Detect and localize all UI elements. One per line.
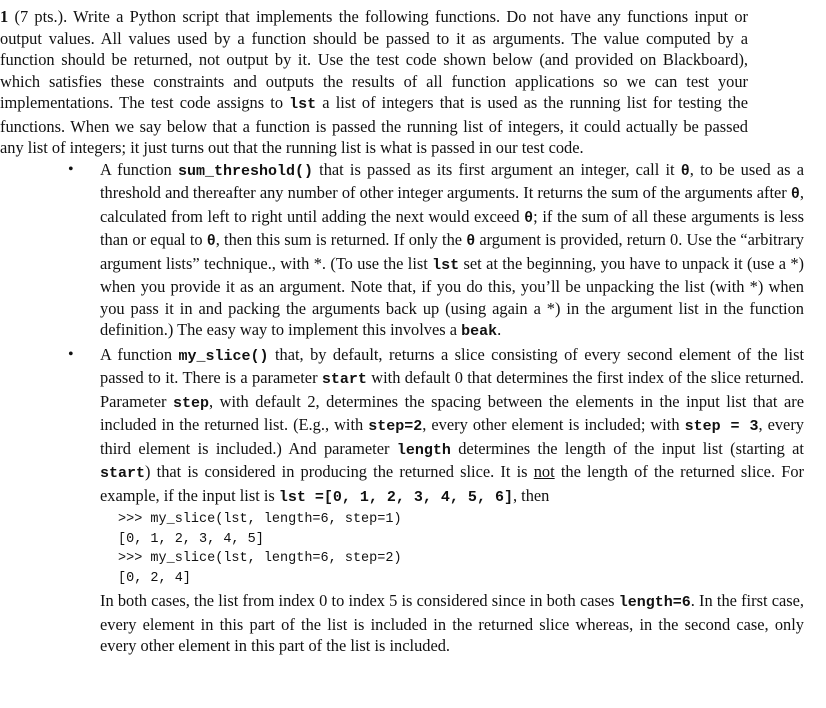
code-line: [0, 2, 4]	[118, 570, 191, 586]
b2-code-lst-def: lst =[0, 1, 2, 3, 4, 5, 6]	[278, 488, 513, 506]
b1-code-theta: θ	[466, 233, 476, 250]
b2-code-step3: step = 3	[684, 418, 759, 435]
b1-code-beak: beak	[461, 323, 498, 340]
b1-text: argument is provided, return 0. Use the “arbitrary argument lists” technique., with *. (To use the list	[100, 230, 804, 273]
b1-text: , to be used as a threshold and thereafter any number of other integer arguments. It returns the sum of the arguments after	[100, 159, 805, 202]
b2-text: , then	[512, 485, 550, 505]
bullet-icon: •	[68, 160, 74, 178]
list-item-my-slice	[62, 344, 804, 657]
b2-text: In both cases, the list from index 0 to index 5 is considered since in both cases	[100, 591, 619, 610]
b2-text: determines the length of the input list (starting at	[450, 438, 804, 458]
bullet-icon: •	[68, 345, 74, 363]
b2-text: with default 0 that determines the first index of the slice returned. Parameter	[100, 368, 804, 411]
b2-code-step2: step=2	[368, 418, 423, 435]
b1-code-lst: lst	[432, 256, 460, 274]
code-line: >>> my_slice(lst, length=6, step=1)	[118, 512, 402, 527]
b1-text: set at the beginning, you have to unpack it (use a *) when you provide it as an argument. Note that, if you do this, you’ll be unpacking the list (with *) when you pass it in and packing the arguments back up (using again a *) in the argument list in the function definition.) The easy way to implement this involves a	[100, 253, 804, 339]
b2-code-func: my_slice()	[178, 347, 269, 365]
b2-code-start: start	[100, 465, 146, 482]
function-list	[62, 159, 804, 657]
b2-text: that, by default, returns a slice consisting of every second element of the list passed to it. There is a parameter	[100, 344, 805, 387]
b1-code-theta: θ	[680, 162, 690, 180]
b1-text: , then this sum is returned. If only the	[215, 230, 467, 249]
b1-text: that is passed as its first argument an integer, call it	[312, 159, 681, 179]
code-line: >>> my_slice(lst, length=6, step=2)	[118, 551, 402, 566]
b2-code-start: start	[321, 371, 367, 388]
b1-text: A function	[100, 159, 178, 179]
b2-text: ) that is considered in producing the returned slice. It is	[145, 462, 534, 481]
b1-code-theta: θ	[206, 233, 216, 250]
b1-code-theta: θ	[524, 209, 534, 227]
intro-code-lst: lst	[289, 96, 317, 113]
question-points: (7 pts.).	[14, 7, 68, 26]
b2-conclusion	[100, 590, 804, 657]
b2-underlined-not: not	[533, 462, 555, 481]
b1-text: .	[497, 320, 502, 339]
b1-text: ; if the sum of all these arguments is less than or equal to	[100, 206, 804, 249]
b2-text: , every third element is included.) And parameter	[100, 415, 804, 458]
intro-text-a: Write a Python script that implements the following functions. Do not have any functions input or output values. All values used by a function should be passed to it as arguments. The value computed by a function should be returned, not output by it. Use the test code shown below (and provided on Blackboard), which satisfies these constraints and outputs the results of all function applications so we can test your implementations. The test code assigns to	[0, 7, 748, 112]
b2-code-step: step	[172, 394, 209, 412]
b1-text: , calculated from left to right until adding the next would exceed	[100, 183, 804, 226]
question-number: 1	[0, 7, 9, 26]
b1-code-func: sum_threshold()	[177, 162, 313, 180]
question-intro	[0, 6, 748, 159]
b2-code-length: length	[396, 441, 451, 459]
b2-text: A function	[100, 344, 179, 364]
code-line: [0, 1, 2, 3, 4, 5]	[118, 531, 264, 547]
b2-code-length6: length=6	[618, 594, 691, 611]
b2-text: . In the first case, every element in this part of the list is included in the returned slice whereas, in the second case, only every other element in this part of the list is included.	[100, 591, 805, 655]
b1-code-theta: θ	[790, 186, 800, 203]
intro-text-b: a list of integers that is used as the running list for testing the functions. When we say below that a function is passed the running list of integers, it could actually be passed any list of integers; it just turns out that the running list is what is passed in our test code.	[0, 93, 748, 157]
b2-text: , every other element is included; with	[422, 415, 685, 434]
list-item-sum-threshold	[62, 159, 804, 343]
code-example	[118, 510, 804, 588]
b2-text: the length of the returned slice. For example, if the input list is	[100, 462, 804, 505]
b2-text: , with default 2, determines the spacing between the elements in the input list that are included in the returned list. (E.g., with	[100, 391, 804, 434]
